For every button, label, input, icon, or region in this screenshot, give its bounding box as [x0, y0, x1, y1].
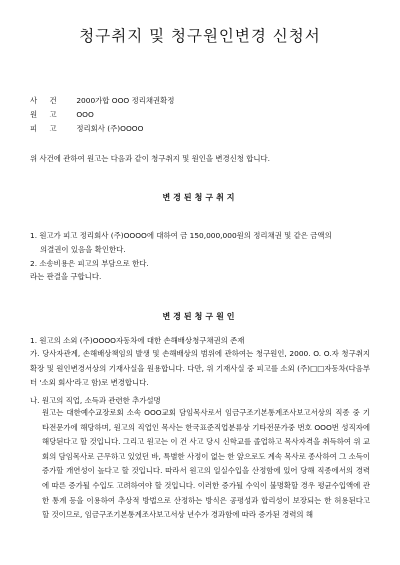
- case-row: [30, 95, 174, 106]
- intro-text: 위 사건에 관하여 원고는 다음과 같이 청구취지 및 원인을 변경신청 합니다.: [30, 154, 271, 163]
- case-value: 2000가합 OOO 정리채권확정: [76, 96, 175, 105]
- document-title: 청구취지 및 청구원인변경 신청서: [79, 27, 321, 45]
- claim-item-1: 1. 원고가 피고 정리회사 (주)OOOO에 대하여 금 150,000,000원의 정리채권 및 같은 금액의: [30, 231, 332, 240]
- defendant-label: 피 고: [30, 124, 62, 133]
- plaintiff-value: OOO: [76, 110, 94, 119]
- cause-item-na-body: 원고는 대한예수교장로회 소속 OOO교회 담임목사로서 임금구조기본통계조사보고서상의 직종 중 기타전문가에 해당하며, 원고의 직업인 목사는 한국표준직업분류상 기타전문가중 번호 OOO번 성직자에 해당된다고 할 것입니다. 그리고 원고는 이 건 사고 당시 신학교를 졸업하고 목사자격을 취득하여 위 교회의 담임목사로 근무하고 있었던 바, 특별한 사정이 없는 한 앞으로도 계속 목사로 종사하여 그 소득이 증가할 개연성이 높다고 할 것입니다. 따라서 원고의 일실수입을 산정함에 있어 당해 직종에서의 경력에 따른 증가될 수입도 고려하여야 할 것입니다. 이러한 증가될 수익이 불명확할 경우 평균수입액에 관한 통계 등을 이용하여 추상적 방법으로 산정하는 방식은 공평성과 합리성이 보장되는 한 허용된다고 할 것이므로, 임금구조기본통계조사보고서상 년수가 경과함에 따라 증가된 경력의 해: [42, 408, 370, 520]
- cause-item-ga: 가. 당사자관계, 손해배상책임의 발생 및 손해배상의 범위에 관하여는 청구원인, 2000. O. O.자 청구취지 확장 및 원인변경서상의 기재사실을 원용합니다. 다만, 위 기재사실 중 피고를 소외 (주)□□자동차(다음부터 '소외 회사'라고 함)로 변경합니다.: [30, 349, 370, 388]
- claim-item-1-cont: 의결권이 있음을 확인한다.: [40, 245, 126, 254]
- case-label: 사 건: [30, 96, 62, 105]
- defendant-row: [30, 123, 143, 134]
- plaintiff-label: 원 고: [30, 110, 62, 119]
- plaintiff-row: [30, 109, 94, 120]
- defendant-value: 정리회사 (주)OOOO: [76, 124, 144, 133]
- cause-item-na-heading: 나. 원고의 직업, 소득과 관련한 추가설명: [30, 396, 161, 405]
- section-heading-claims: 변경된청구취지: [162, 193, 238, 202]
- section-heading-causes: 변경된청구원인: [162, 312, 238, 321]
- claim-closing: 라는 판결을 구합니다.: [30, 272, 102, 281]
- claim-item-2: 2. 소송비용은 피고의 부담으로 한다.: [30, 259, 149, 268]
- cause-subheading: 1. 원고의 소외 (주)OOOO자동차에 대한 손해배상청구채권의 존재: [30, 336, 245, 345]
